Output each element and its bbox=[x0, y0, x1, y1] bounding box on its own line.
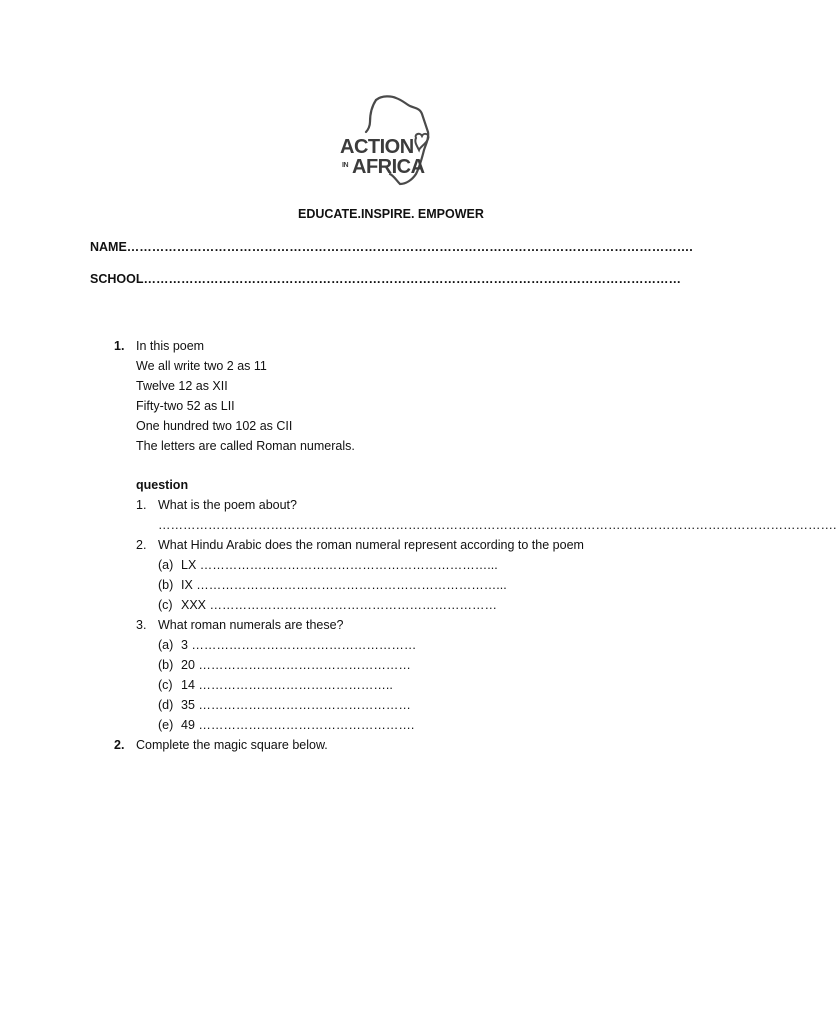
q1-intro: In this poem bbox=[136, 339, 205, 353]
q1-number: 1. bbox=[114, 339, 125, 353]
logo-word-action: ACTION bbox=[340, 136, 414, 158]
sub1-answer-line: ………………………………………………………………………………………………………………………………………………. bbox=[158, 518, 836, 532]
sub3-text: What roman numerals are these? bbox=[158, 618, 344, 632]
heart-icon bbox=[415, 134, 428, 150]
sub3-item-text: 3 ……………………………………………… bbox=[181, 638, 417, 652]
sub3-item-text: 20 …………………………………………… bbox=[181, 658, 411, 672]
poem-line: The letters are called Roman numerals. bbox=[136, 439, 355, 453]
poem-line: We all write two 2 as 11 bbox=[136, 359, 267, 373]
sub3-number: 3. bbox=[136, 618, 147, 632]
name-field-line: NAME………………………………………………………………………………………………………………………. bbox=[90, 240, 693, 254]
logo-word-in: IN bbox=[342, 162, 348, 169]
sub2-item-text: LX ……………………………………………………………... bbox=[181, 558, 498, 572]
motto: EDUCATE.INSPIRE. EMPOWER bbox=[298, 207, 484, 221]
sub1-text: What is the poem about? bbox=[158, 498, 297, 512]
sub3-item-label: (c) bbox=[158, 678, 173, 692]
sub2-item-label: (a) bbox=[158, 558, 174, 572]
sub2-item-label: (b) bbox=[158, 578, 174, 592]
poem-line: One hundred two 102 as CII bbox=[136, 419, 293, 433]
sub2-item-text: XXX …………………………………………………………… bbox=[181, 598, 497, 612]
sub3-item-text: 49 ……………………………………………. bbox=[181, 718, 415, 732]
poem-line: Fifty-two 52 as LII bbox=[136, 399, 235, 413]
sub3-item-text: 14 ……………………………………….. bbox=[181, 678, 393, 692]
logo-word-africa: AFRICA bbox=[352, 156, 425, 178]
action-in-africa-logo bbox=[336, 92, 438, 188]
sub3-item-label: (d) bbox=[158, 698, 174, 712]
question-heading: question bbox=[136, 478, 189, 492]
sub2-number: 2. bbox=[136, 538, 147, 552]
sub3-item-label: (b) bbox=[158, 658, 174, 672]
sub2-text: What Hindu Arabic does the roman numeral represent according to the poem bbox=[158, 538, 584, 552]
q2-text: Complete the magic square below. bbox=[136, 738, 328, 752]
sub2-item-label: (c) bbox=[158, 598, 173, 612]
sub3-item-label: (e) bbox=[158, 718, 174, 732]
poem-line: Twelve 12 as XII bbox=[136, 379, 228, 393]
sub2-item-text: IX ………………………………………………………………... bbox=[181, 578, 507, 592]
sub3-item-label: (a) bbox=[158, 638, 174, 652]
school-field-line: SCHOOL………………………………………………………………………………………………………………… bbox=[90, 272, 681, 286]
q2-number: 2. bbox=[114, 738, 125, 752]
sub3-item-text: 35 …………………………………………… bbox=[181, 698, 411, 712]
sub1-number: 1. bbox=[136, 498, 147, 512]
